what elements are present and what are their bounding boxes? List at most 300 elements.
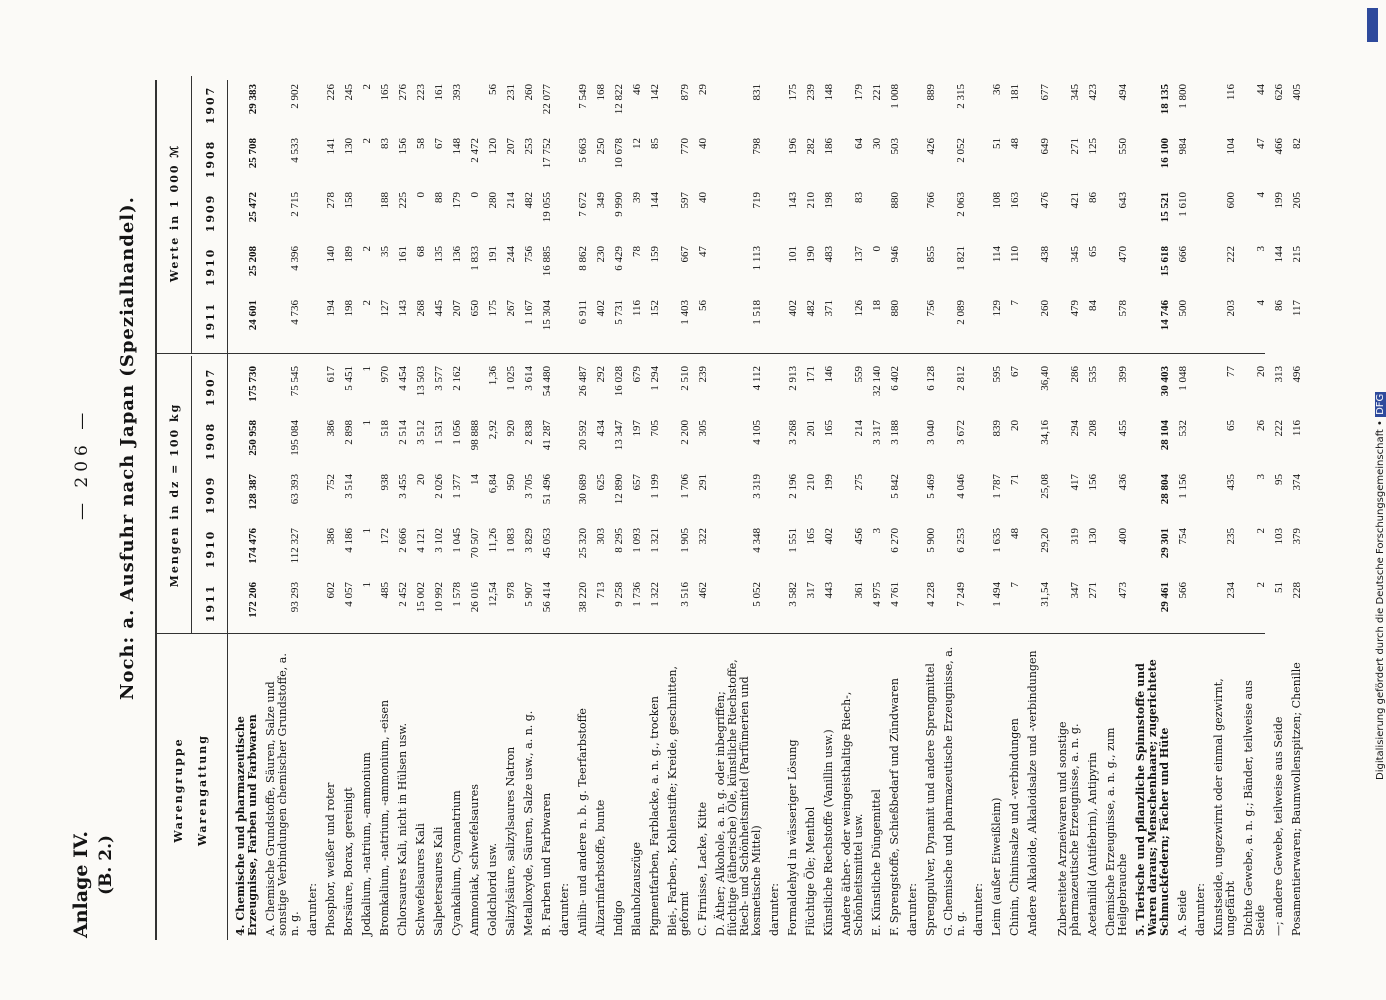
mengen-cell: 2 514 [397, 420, 409, 445]
table-row-label: darunter: [972, 883, 985, 936]
mengen-cell: 20 [415, 474, 427, 485]
werte-cell: 148 [451, 138, 463, 155]
werte-cell: 29 [697, 84, 709, 95]
werte-cell: 984 [1177, 138, 1189, 155]
mengen-cell: 399 [1117, 366, 1129, 383]
table-row-label: Schwefelsaures Kali [414, 823, 427, 936]
werte-cell: 129 [991, 300, 1003, 317]
mengen-cell: 1 294 [649, 366, 661, 391]
mengen-cell: 7 [1009, 582, 1021, 588]
table-row-label: Phosphor, weißer und roter [324, 782, 337, 936]
werte-cell: 1 113 [751, 246, 763, 271]
werte-cell: 626 [1273, 84, 1285, 101]
mengen-cell: 317 [805, 582, 817, 599]
werte-cell: 756 [523, 246, 535, 263]
mengen-cell: 56 414 [541, 582, 553, 613]
werte-cell: 345 [1069, 84, 1081, 101]
mengen-header: Mengen in dz = 100 kg [168, 402, 181, 588]
mengen-cell: 30 403 [1159, 366, 1171, 397]
table-row-label: Leim (außer Eiweißleim) [990, 797, 1003, 936]
werte-cell: 445 [433, 300, 445, 317]
mengen-cell: 234 [1225, 582, 1237, 599]
dfg-logo [1367, 8, 1378, 42]
werte-cell: 889 [925, 84, 937, 101]
mengen-cell: 165 [823, 420, 835, 437]
mengen-cell: 518 [379, 420, 391, 437]
mengen-cell: 1 494 [991, 582, 1003, 607]
table-row-label: Posamentierwaren; Baumwollenspitzen; Chenille [1290, 662, 1303, 936]
werte-cell: 798 [751, 138, 763, 155]
mengen-cell: 938 [379, 474, 391, 491]
mengen-cell: 171 [805, 366, 817, 383]
werte-cell: 65 [1087, 246, 1099, 257]
werte-cell: 600 [1225, 192, 1237, 209]
werte-cell: 482 [523, 192, 535, 209]
mengen-cell: 473 [1117, 582, 1129, 599]
werte-cell: 221 [871, 84, 883, 101]
werte-cell: 4 [1255, 300, 1267, 306]
werte-cell: 25 472 [247, 192, 259, 223]
mengen-cell: 6,84 [487, 474, 499, 494]
mengen-cell: 417 [1069, 474, 1081, 491]
table-row-label: Formaldehyd in wässeriger Lösung [786, 739, 799, 936]
mengen-cell: 920 [505, 420, 517, 437]
werte-cell: 18 135 [1159, 84, 1171, 115]
mengen-cell: 1 531 [433, 420, 445, 445]
table-row-label: Sprengpulver, Dynamit und andere Sprengmittel [924, 663, 937, 936]
werte-cell: 476 [1039, 192, 1051, 209]
mengen-cell: 5 469 [925, 474, 937, 499]
werte-cell: 231 [505, 84, 517, 101]
mengen-cell: 4 975 [871, 582, 883, 607]
werte-cell: 29 383 [247, 84, 259, 115]
mengen-cell: 2 812 [955, 366, 967, 391]
werte-cell: 108 [991, 192, 1003, 209]
mengen-cell: 45 053 [541, 528, 553, 559]
mengen-cell: 496 [1291, 366, 1303, 383]
werte-cell: 148 [823, 84, 835, 101]
werte-cell: 194 [325, 300, 337, 317]
mengen-cell: 2,92 [487, 420, 499, 440]
mengen-cell: 303 [595, 528, 607, 545]
mengen-cell: 839 [991, 420, 1003, 437]
year-header: 1911 [204, 301, 217, 341]
table-row-label: C. Firnisse, Lacke, Kitte [696, 801, 709, 936]
werte-cell: 421 [1069, 192, 1081, 209]
mengen-cell: 75 545 [289, 366, 301, 397]
mengen-cell: 657 [631, 474, 643, 491]
werte-cell: 2 089 [955, 300, 967, 325]
mengen-cell: 116 [1291, 420, 1303, 437]
table-row-label: Flüchtige Öle; Menthol [804, 806, 817, 936]
werte-cell: 117 [1291, 300, 1303, 317]
mengen-cell: 435 [1225, 474, 1237, 491]
werte-subrule [191, 76, 192, 354]
mengen-cell: 20 592 [577, 420, 589, 451]
werte-cell: 1 833 [469, 246, 481, 271]
mengen-cell: 9 258 [613, 582, 625, 607]
werte-cell: 2 [361, 84, 373, 90]
werte-cell: 165 [379, 84, 391, 101]
mengen-cell: 3 455 [397, 474, 409, 499]
werte-cell: 494 [1117, 84, 1129, 101]
mengen-cell: 1 377 [451, 474, 463, 499]
werte-cell: 152 [649, 300, 661, 317]
werte-cell: 879 [679, 84, 691, 101]
mengen-cell: 1 706 [679, 474, 691, 499]
mengen-cell: 2 196 [787, 474, 799, 499]
mengen-cell: 6 402 [889, 366, 901, 391]
werte-cell: 22 077 [541, 84, 553, 115]
werte-cell: 677 [1039, 84, 1051, 101]
mengen-cell: 1,36 [487, 366, 499, 386]
werte-cell: 2 [361, 300, 373, 306]
mengen-cell: 2 452 [397, 582, 409, 607]
werte-cell: 276 [397, 84, 409, 101]
mengen-cell: 617 [325, 366, 337, 383]
werte-cell: 4 396 [289, 246, 301, 271]
mengen-cell: 434 [595, 420, 607, 437]
mengen-cell: 386 [325, 420, 337, 437]
werte-cell: 1 800 [1177, 84, 1189, 109]
mengen-cell: 313 [1273, 366, 1285, 383]
mengen-cell: 174 476 [247, 528, 259, 564]
werte-cell: 46 [631, 84, 643, 95]
mengen-cell: 4 112 [751, 366, 763, 391]
mengen-cell: 679 [631, 366, 643, 383]
mengen-cell: 2 666 [397, 528, 409, 553]
werte-cell: 82 [1291, 138, 1303, 149]
werte-cell: 503 [889, 138, 901, 155]
mengen-cell: 286 [1069, 366, 1081, 383]
mengen-cell: 386 [325, 528, 337, 545]
mengen-cell: 3 705 [523, 474, 535, 499]
mengen-cell: 2 510 [679, 366, 691, 391]
mengen-cell: 3 672 [955, 420, 967, 445]
werte-cell: 2 052 [955, 138, 967, 163]
werte-cell: 18 [871, 300, 883, 311]
mengen-cell: 602 [325, 582, 337, 599]
werte-cell: 280 [487, 192, 499, 209]
mengen-cell: 1 156 [1177, 474, 1189, 499]
werte-cell: 144 [649, 192, 661, 209]
mengen-cell: 26 487 [577, 366, 589, 397]
mengen-cell: 319 [1069, 528, 1081, 545]
table-row-label: 4. Chemische und pharmazeutische Erzeugnisse, Farben und Farbwaren [234, 714, 259, 936]
werte-cell: 402 [595, 300, 607, 317]
year-header: 1908 [204, 139, 217, 179]
werte-cell: 156 [397, 138, 409, 155]
werte-cell: 25 208 [247, 246, 259, 277]
werte-cell: 4 736 [289, 300, 301, 325]
mengen-cell: 2 838 [523, 420, 535, 445]
werte-cell: 2 472 [469, 138, 481, 163]
table-row-label: Salizylsäure, salizylsaures Natron [504, 746, 517, 936]
werte-cell: 597 [679, 192, 691, 209]
werte-cell: 349 [595, 192, 607, 209]
werte-cell: 188 [379, 192, 391, 209]
mengen-cell: 455 [1117, 420, 1129, 437]
werte-cell: 12 [631, 138, 643, 149]
werte-header: Werte in 1 000 ℳ [168, 143, 181, 283]
table-row-label: Metalloxyde, Säuren, Salze usw., a. n. g. [522, 710, 535, 936]
werte-cell: 345 [1069, 246, 1081, 263]
werte-cell: 267 [505, 300, 517, 317]
mengen-cell: 3 577 [433, 366, 445, 391]
mengen-cell: 3 040 [925, 420, 937, 445]
werte-cell: 7 [1009, 300, 1021, 306]
werte-cell: 2 902 [289, 84, 301, 109]
table-row-label: Indigo [612, 900, 625, 936]
werte-cell: 140 [325, 246, 337, 263]
mengen-cell: 32 140 [871, 366, 883, 397]
werte-cell: 1 008 [889, 84, 901, 109]
werte-cell: 426 [925, 138, 937, 155]
page-number: — 206 — [72, 407, 92, 520]
werte-cell: 666 [1177, 246, 1189, 263]
mengen-cell: 8 295 [613, 528, 625, 553]
werte-cell: 719 [751, 192, 763, 209]
mengen-cell: 7 249 [955, 582, 967, 607]
mengen-cell: 462 [697, 582, 709, 599]
table-row-label: darunter: [768, 883, 781, 936]
mengen-cell: 752 [325, 474, 337, 491]
werte-cell: 161 [397, 246, 409, 263]
werte-cell: 6 911 [577, 300, 589, 325]
mengen-cell: 250 958 [247, 420, 259, 456]
werte-cell: 405 [1291, 84, 1303, 101]
table-row-label: 5. Tierische und pflanzliche Spinnstoffe und Waren daraus; Menschenhaare; zugerichtete Schmuckfedern; Fächer und Hüte [1134, 659, 1171, 936]
mengen-cell: 532 [1177, 420, 1189, 437]
werte-cell: 51 [991, 138, 1003, 149]
werte-cell: 15 304 [541, 300, 553, 331]
werte-cell: 578 [1117, 300, 1129, 317]
werte-cell: 83 [853, 192, 865, 203]
werte-cell: 831 [751, 84, 763, 101]
mengen-cell: 28 104 [1159, 420, 1171, 451]
werte-cell: 770 [679, 138, 691, 155]
mengen-cell: 4 761 [889, 582, 901, 607]
mengen-cell: 6 253 [955, 528, 967, 553]
werte-cell: 86 [1087, 192, 1099, 203]
table-row-label: Blei-, Farben-, Kohlenstifte; Kreide, geschnitten, geformt [666, 666, 691, 936]
werte-cell: 550 [1117, 138, 1129, 155]
table-row-label: Cyankalium, Cyannatrium [450, 790, 463, 936]
mengen-cell: 48 [1009, 528, 1021, 539]
mengen-cell: 201 [805, 420, 817, 437]
mengen-cell: 165 [805, 528, 817, 545]
werte-cell: 168 [595, 84, 607, 101]
werte-cell: 483 [823, 246, 835, 263]
table-row-label: Andere äther- oder weingeisthaltige Riech-, Schönheitsmittel usw. [840, 691, 865, 936]
mengen-cell: 208 [1087, 420, 1099, 437]
mengen-cell: 2 026 [433, 474, 445, 499]
werte-cell: 161 [433, 84, 445, 101]
mengen-cell: 70 507 [469, 528, 481, 559]
werte-cell: 2 715 [289, 192, 301, 217]
mengen-cell: 2 200 [679, 420, 691, 445]
werte-cell: 855 [925, 246, 937, 263]
mengen-cell: 1 905 [679, 528, 691, 553]
werte-cell: 56 [697, 300, 709, 311]
werte-cell: 141 [325, 138, 337, 155]
mengen-cell: 456 [853, 528, 865, 545]
mengen-cell: 402 [823, 528, 835, 545]
werte-cell: 2 315 [955, 84, 967, 109]
table-row-label: Künstliche Riechstoffe (Vanillin usw.) [822, 729, 835, 936]
werte-cell: 143 [397, 300, 409, 317]
mengen-cell: 950 [505, 474, 517, 491]
mengen-cell: 6 270 [889, 528, 901, 553]
table-row-label: Ammoniak, schwefelsaures [468, 784, 481, 936]
mengen-cell: 38 220 [577, 582, 589, 613]
werte-cell: 667 [679, 246, 691, 263]
mengen-cell: 305 [697, 420, 709, 437]
mengen-cell: 400 [1117, 528, 1129, 545]
mengen-cell: 3 268 [787, 420, 799, 445]
werte-cell: 110 [1009, 246, 1021, 263]
werte-cell: 4 533 [289, 138, 301, 163]
mengen-cell: 1 083 [505, 528, 517, 553]
mengen-cell: 4 046 [955, 474, 967, 499]
werte-cell: 500 [1177, 300, 1189, 317]
werte-cell: 2 [361, 246, 373, 252]
mengen-cell: 3 512 [415, 420, 427, 445]
mengen-cell: 214 [853, 420, 865, 437]
werte-cell: 371 [823, 300, 835, 317]
werte-cell: 2 [361, 138, 373, 144]
mengen-cell: 485 [379, 582, 391, 599]
year-header: 1907 [204, 85, 217, 125]
year-header: 1909 [204, 193, 217, 233]
table-row-label: darunter: [306, 883, 319, 936]
table-row-label: Goldchlorid usw. [486, 842, 499, 936]
werte-cell: 2 063 [955, 192, 967, 217]
mengen-cell: 31,54 [1039, 582, 1051, 607]
werte-cell: 189 [343, 246, 355, 263]
werte-cell: 58 [415, 138, 427, 149]
mengen-cell: 3 317 [871, 420, 883, 445]
mengen-cell: 1 736 [631, 582, 643, 607]
mengen-cell: 3 [1255, 474, 1267, 480]
column-divider [155, 353, 1265, 354]
mengen-cell: 4 228 [925, 582, 937, 607]
table-row-label: Blauholzauszüge [630, 842, 643, 936]
werte-cell: 12 822 [613, 84, 625, 115]
mengen-cell: 1 551 [787, 528, 799, 553]
table-top-rule [155, 80, 157, 940]
table-row-label: E. Künstliche Düngemittel [870, 789, 883, 936]
werte-cell: 226 [325, 84, 337, 101]
werte-cell: 650 [469, 300, 481, 317]
mengen-cell: 1 048 [1177, 366, 1189, 391]
werte-cell: 17 752 [541, 138, 553, 169]
mengen-cell: 51 496 [541, 474, 553, 505]
mengen-subrule [191, 356, 192, 634]
werte-cell: 225 [397, 192, 409, 209]
mengen-cell: 1 787 [991, 474, 1003, 499]
mengen-cell: 77 [1225, 366, 1237, 377]
werte-cell: 282 [805, 138, 817, 155]
year-header: 1910 [204, 529, 217, 569]
table-row-label: darunter: [558, 883, 571, 936]
werte-cell: 78 [631, 246, 643, 257]
mengen-cell: 197 [631, 420, 643, 437]
werte-cell: 19 055 [541, 192, 553, 223]
werte-cell: 244 [505, 246, 517, 263]
werte-cell: 137 [853, 246, 865, 263]
werte-cell: 239 [805, 84, 817, 101]
werte-cell: 40 [697, 138, 709, 149]
werte-cell: 44 [1255, 84, 1267, 95]
werte-cell: 175 [487, 300, 499, 317]
werte-cell: 135 [433, 246, 445, 263]
mengen-cell: 5 842 [889, 474, 901, 499]
table-row-label: Kunstseide, ungezwirnt oder einmal gezwirnt, ungefärbt [1212, 678, 1237, 936]
mengen-cell: 625 [595, 474, 607, 491]
mengen-cell: 128 387 [247, 474, 259, 510]
werte-cell: 214 [505, 192, 517, 209]
mengen-cell: 26 016 [469, 582, 481, 613]
mengen-cell: 347 [1069, 582, 1081, 599]
werte-cell: 127 [379, 300, 391, 317]
mengen-cell: 1 045 [451, 528, 463, 553]
werte-cell: 16 885 [541, 246, 553, 277]
werte-cell: 3 [1255, 246, 1267, 252]
werte-cell: 35 [379, 246, 391, 257]
table-row-label: Acetanilid (Antifebrin), Antipyrin [1086, 752, 1099, 936]
table-row-label: A. Chemische Grundstoffe, Säuren, Salze und sonstige Verbindungen chemischer Grundstoffe, a. n. g. [264, 653, 301, 936]
werte-cell: 114 [991, 246, 1003, 263]
werte-cell: 120 [487, 138, 499, 155]
mengen-cell: 4 454 [397, 366, 409, 391]
mengen-cell: 156 [1087, 474, 1099, 491]
mengen-cell: 34,16 [1039, 420, 1051, 445]
mengen-cell: 20 [1009, 420, 1021, 431]
werte-cell: 479 [1069, 300, 1081, 317]
mengen-cell: 5 900 [925, 528, 937, 553]
mengen-cell: 379 [1291, 528, 1303, 545]
table-row-label: darunter: [1194, 883, 1207, 936]
col-group-header: Warengruppe [172, 737, 185, 843]
table-row-label: Chemische Erzeugnisse, a. n. g., zum Heilgebrauche [1104, 727, 1129, 936]
table-row-label: Zubereitete Arzneiwaren und sonstige pharmazeutische Erzeugnisse, a. n. g. [1056, 721, 1081, 936]
table-row-label: Alizarinfarbstoffe, bunte [594, 799, 607, 936]
table-row-label: A. Seide [1176, 889, 1189, 936]
werte-cell: 14 746 [1159, 300, 1171, 331]
mengen-cell: 1 321 [649, 528, 661, 553]
werte-cell: 766 [925, 192, 937, 209]
mengen-cell: 29,20 [1039, 528, 1051, 553]
werte-cell: 47 [1255, 138, 1267, 149]
werte-cell: 5 731 [613, 300, 625, 325]
table-row-label: F. Sprengstoffe, Schießbedarf und Zündwaren [888, 678, 901, 936]
werte-cell: 230 [595, 246, 607, 263]
footer-credit: Digitalisierung gefördert durch die Deutsche Forschungsgemeinschaft • DFG [1375, 393, 1386, 780]
werte-cell: 190 [805, 246, 817, 263]
werte-cell: 207 [451, 300, 463, 317]
werte-cell: 268 [415, 300, 427, 317]
mengen-cell: 199 [823, 474, 835, 491]
mengen-cell: 1 [361, 366, 373, 372]
werte-cell: 470 [1117, 246, 1129, 263]
mengen-cell: 4 186 [343, 528, 355, 553]
table-row-label: Andere Alkaloide, Alkaloidsalze und -verbindungen [1026, 650, 1039, 936]
werte-cell: 104 [1225, 138, 1237, 155]
werte-cell: 649 [1039, 138, 1051, 155]
mengen-cell: 175 730 [247, 366, 259, 402]
werte-cell: 203 [1225, 300, 1237, 317]
